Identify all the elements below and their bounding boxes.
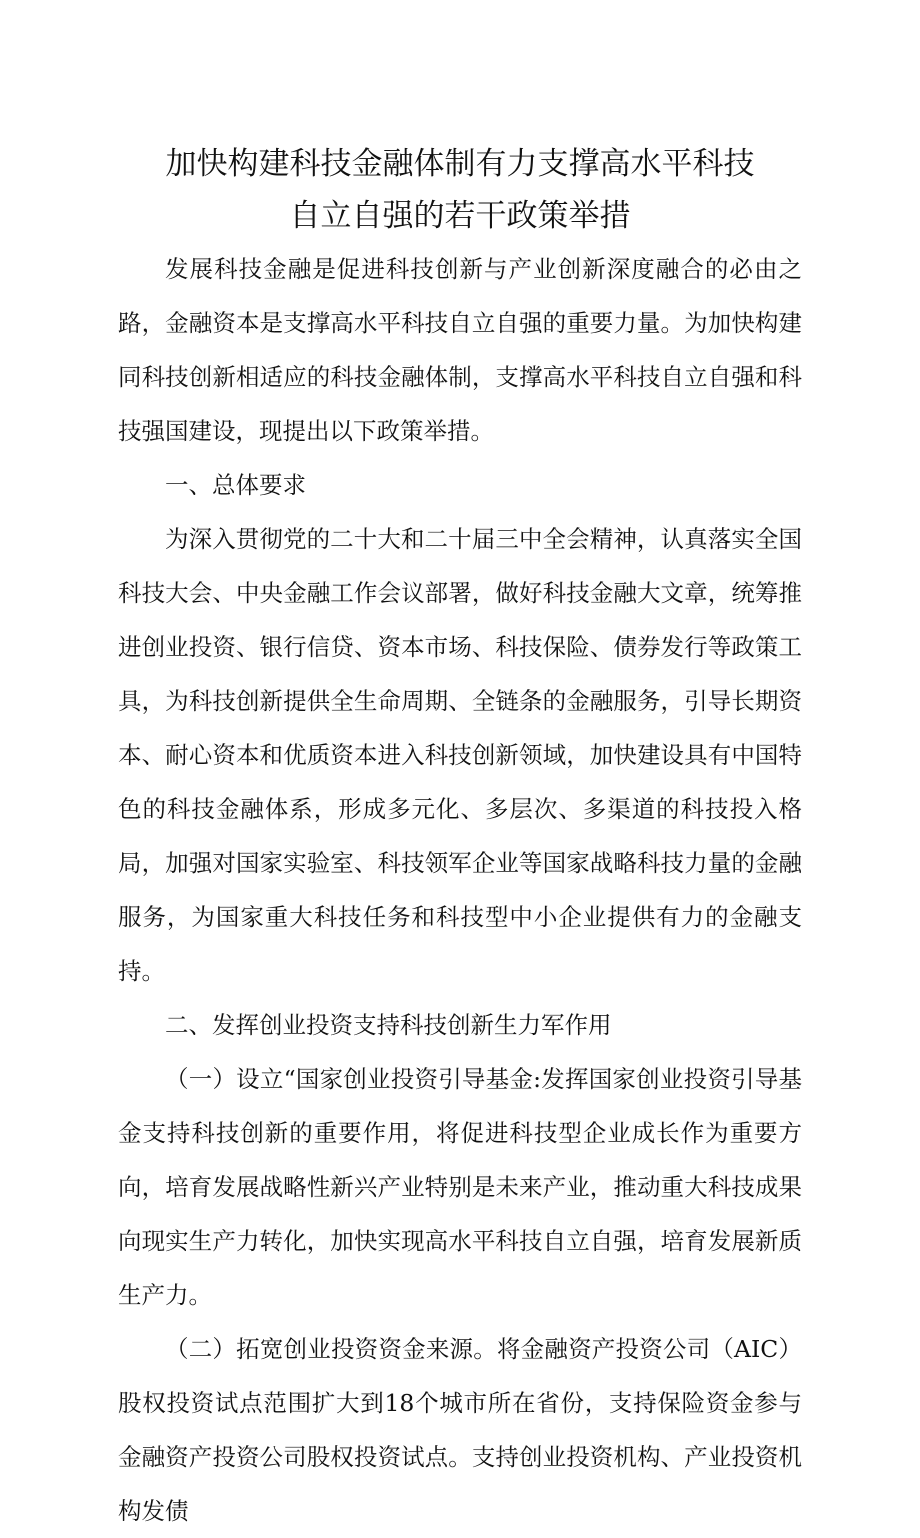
section-2-item-1: （一）设立“国家创业投资引导基金:发挥国家创业投资引导基金支持科技创新的重要作用，将促进科技型企业成长作为重要方向，培育发展战略性新兴产业特别是未来产业，推动重大科技成果向现实生产力转化，加快实现高水平科技自立自强，培育发展新质生产力。 [118,1065,802,1309]
document-title [118,138,802,242]
section-heading-2: 二、发挥创业投资支持科技创新生力军作用 [165,1011,612,1039]
section-heading-1: 一、总体要求 [165,471,306,499]
title-line-1: 加快构建科技金融体制有力支撑高水平科技 [165,146,755,182]
section-2-item-2: （二）拓宽创业投资资金来源。将金融资产投资公司（AIC）股权投资试点范围扩大到18个城市所在省份，支持保险资金参与金融资产投资公司股权投资试点。支持创业投资机构、产业投资机构发债 [118,1335,802,1525]
section-1-paragraph: 为深入贯彻党的二十大和二十届三中全会精神，认真落实全国科技大会、中央金融工作会议部署，做好科技金融大文章，统筹推进创业投资、银行信贷、资本市场、科技保险、债券发行等政策工具，为科技创新提供全生命周期、全链条的金融服务，引导长期资本、耐心资本和优质资本进入科技创新领域，加快建设具有中国特色的科技金融体系，形成多元化、多层次、多渠道的科技投入格局，加强对国家实验室、科技领军企业等国家战略科技力量的金融服务，为国家重大科技任务和科技型中小企业提供有力的金融支持。 [118,525,802,985]
intro-paragraph: 发展科技金融是促进科技创新与产业创新深度融合的必由之路，金融资本是支撑高水平科技自立自强的重要力量。为加快构建同科技创新相适应的科技金融体制，支撑高水平科技自立自强和科技强国建设，现提出以下政策举措。 [118,255,802,445]
title-line-2: 自立自强的若干政策举措 [289,198,631,234]
